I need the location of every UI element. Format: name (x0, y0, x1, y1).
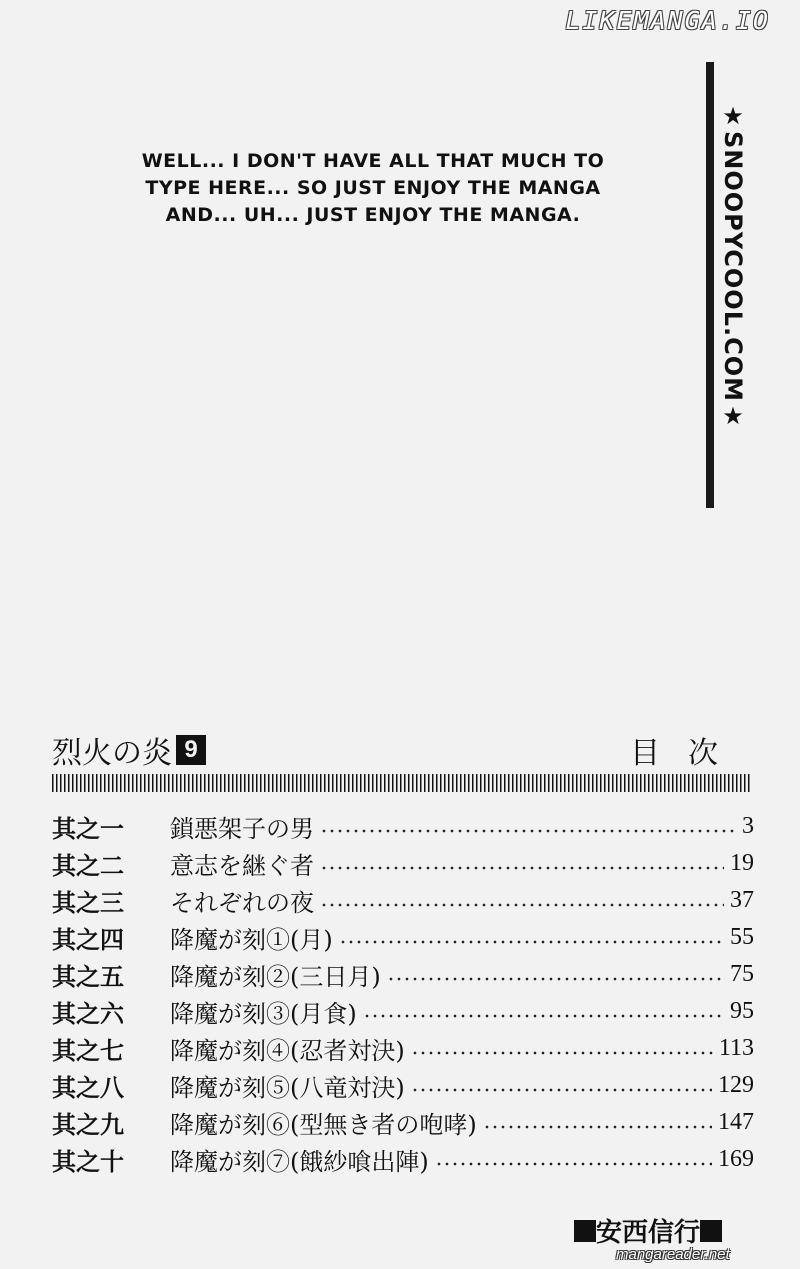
note-line: TYPE HERE... SO JUST ENJOY THE MANGA (145, 177, 601, 199)
chapter-page: 19 (730, 850, 754, 876)
book-title-text: 烈火の炎 (52, 736, 172, 771)
toc-entry (52, 1067, 754, 1104)
author-name: 安西信行 (596, 1218, 701, 1248)
chapter-title: 降魔が刻⑦(餓紗喰出陣) (170, 1148, 429, 1176)
dot-leader (363, 1014, 724, 1018)
chapter-page: 75 (730, 961, 754, 987)
note-line: WELL... I DON'T HAVE ALL THAT MUCH TO (141, 150, 605, 172)
dot-leader (411, 1088, 712, 1092)
chapter-number: 其之十 (52, 1148, 124, 1176)
toc-entry (52, 1104, 754, 1141)
dot-leader (320, 903, 724, 907)
vertical-rule (706, 62, 714, 508)
toc-entry (52, 993, 754, 1030)
chapter-title: 降魔が刻⑥(型無き者の咆哮) (170, 1111, 477, 1139)
chapter-title: 鎖悪架子の男 (170, 815, 314, 843)
chapter-title: 降魔が刻②(三日月) (170, 963, 381, 991)
chapter-page: 55 (730, 924, 754, 950)
scanlator-credit-text: ★SNOOPYCOOL.COM★ (719, 102, 747, 432)
toc-heading: 目次 (630, 736, 746, 771)
toc-entry (52, 1141, 754, 1178)
chapter-title: 降魔が刻④(忍者対決) (170, 1037, 405, 1065)
toc-entry (52, 919, 754, 956)
scanlator-credit (714, 72, 752, 462)
chapter-number: 其之一 (52, 815, 124, 843)
book-title (52, 728, 206, 772)
dot-leader (411, 1051, 713, 1055)
chapter-number: 其之八 (52, 1074, 124, 1102)
toc-list (52, 808, 754, 1178)
chapter-title: 意志を継ぐ者 (170, 852, 314, 880)
toc-entry (52, 1030, 754, 1067)
chapter-title: 降魔が刻①(月) (170, 926, 333, 954)
chapter-page: 129 (718, 1072, 754, 1098)
chapter-page: 3 (742, 813, 754, 839)
square-bullet-icon (574, 1220, 596, 1242)
chapter-page: 37 (730, 887, 754, 913)
dot-leader (387, 977, 724, 981)
dot-leader (320, 829, 736, 833)
toc-entry (52, 808, 754, 845)
author-credit (574, 1212, 722, 1249)
dot-leader (483, 1125, 712, 1129)
chapter-number: 其之六 (52, 1000, 124, 1028)
mangareader-watermark: mangareader.net (616, 1246, 730, 1263)
dot-leader (339, 940, 724, 944)
chapter-number: 其之四 (52, 926, 124, 954)
square-bullet-icon (700, 1220, 722, 1242)
dot-leader (320, 866, 724, 870)
tick-divider (52, 774, 752, 792)
note-line: AND... UH... JUST ENJOY THE MANGA. (165, 204, 581, 226)
chapter-page: 95 (730, 998, 754, 1024)
toc-entry (52, 845, 754, 882)
toc-entry (52, 956, 754, 993)
dot-leader (435, 1162, 712, 1166)
chapter-title: 降魔が刻⑤(八竜対決) (170, 1074, 405, 1102)
chapter-page: 169 (718, 1146, 754, 1172)
likemanga-watermark: LIKEMANGA.IO (565, 6, 770, 35)
toc-entry (52, 882, 754, 919)
chapter-page: 147 (718, 1109, 754, 1135)
chapter-number: 其之二 (52, 852, 124, 880)
chapter-number: 其之九 (52, 1111, 124, 1139)
chapter-number: 其之七 (52, 1037, 124, 1065)
chapter-number: 其之五 (52, 963, 124, 991)
chapter-title: それぞれの夜 (170, 889, 314, 917)
translator-note (108, 148, 638, 229)
chapter-number: 其之三 (52, 889, 124, 917)
volume-badge: 9 (176, 735, 206, 765)
chapter-title: 降魔が刻③(月食) (170, 1000, 357, 1028)
chapter-page: 113 (718, 1035, 754, 1061)
